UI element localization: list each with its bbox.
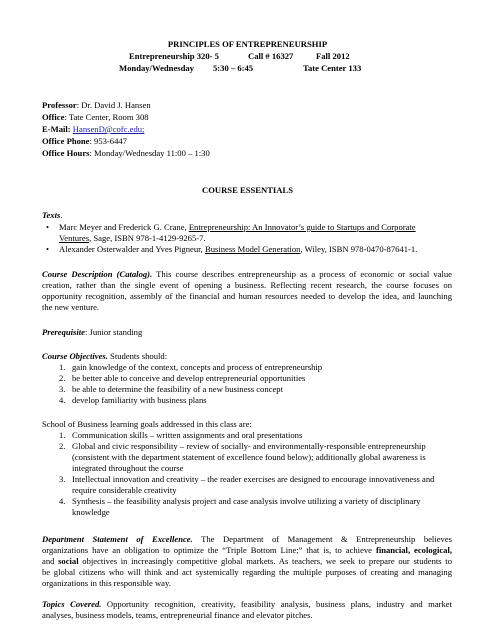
text-item-1-cont xyxy=(59,233,206,244)
department-statement-label: Department Statement of Excellence. xyxy=(42,534,193,544)
office-hours-value: : Monday/Wednesday 11:00 – 1:30 xyxy=(89,148,210,158)
meeting-days: Monday/Wednesday xyxy=(119,63,194,73)
text2-publisher: , Wiley, ISBN 978-0470-87641-1. xyxy=(300,244,418,254)
goal-item-cont: integrated throughout the course xyxy=(72,463,184,473)
meeting-time: 5:30 – 6:45 xyxy=(213,63,254,73)
prerequisite-label: Prerequisite xyxy=(42,327,85,337)
text1-title: Entrepreneurship: An Innovator’s guide to Startups and Corporate xyxy=(188,222,416,232)
bullet-icon: • xyxy=(46,244,50,254)
text2-authors: Alexander Osterwalder and Yves Pigneur, xyxy=(59,244,205,254)
phone-line xyxy=(42,136,127,147)
dept-line: be global citizens who will think and act systemically regarding the multiple purposes of creating and managing xyxy=(42,567,452,577)
dept-line: and xyxy=(42,556,59,566)
goal-item-cont: require considerable creativity xyxy=(72,485,177,495)
desc-line: the new venture. xyxy=(42,302,100,312)
texts-label: Texts xyxy=(42,210,61,220)
dept-emphasis: financial, ecological, xyxy=(375,545,452,555)
objective-item: be able to determine the feasibility of a new business concept xyxy=(72,384,283,394)
prerequisite-line xyxy=(42,327,142,338)
topics-line: analyses, business models, teams, entrepreneurial finance and elevator pitches. xyxy=(42,610,313,620)
goal-item: Synthesis – the feasibility analysis project and case analysis involve utilizing a variety of disciplinary xyxy=(72,496,421,506)
goal-number: 4. xyxy=(59,496,66,506)
goal-item-cont: knowledge xyxy=(72,507,110,517)
professor-label: Professor xyxy=(42,100,77,110)
office-line xyxy=(42,112,149,123)
office-hours-label: Office Hours xyxy=(42,148,90,158)
objectives-label: Course Objectives. xyxy=(42,351,108,361)
call-number: Call # 16327 xyxy=(248,51,294,61)
phone-label: Office Phone xyxy=(42,136,90,146)
term: Fall 2012 xyxy=(316,51,350,61)
office-label: Office xyxy=(42,112,65,122)
essentials-heading: COURSE ESSENTIALS xyxy=(202,185,293,195)
objective-number: 2. xyxy=(59,373,66,383)
desc-line: opportunity recognition, assembly of the financial and human resources needed to develop the idea, and launching xyxy=(42,291,452,301)
texts-heading xyxy=(42,210,62,221)
school-goals-intro: School of Business learning goals addressed in this class are: xyxy=(42,419,252,429)
office-value: : Tate Center, Room 308 xyxy=(64,112,149,122)
email-line: E-Mail: HansenD@cofc.edu; xyxy=(42,124,145,134)
dept-line: objectives in increasingly competitive global markets. As teachers, we seek to prepare our students to xyxy=(78,556,452,566)
goal-item: Intellectual innovation and creativity – the reader exercises are designed to encourage innovativeness and xyxy=(72,474,435,484)
topics-label: Topics Covered. xyxy=(42,599,102,609)
objective-number: 4. xyxy=(59,395,66,405)
desc-line: This course describes entrepreneurship as a process of economic or social value xyxy=(152,269,453,279)
phone-value: : 953-6447 xyxy=(89,136,127,146)
dept-line: organizations in this responsible way. xyxy=(42,578,171,588)
dept-line: The Department of Management & Entrepreneurship believes xyxy=(192,534,452,544)
text-item-1 xyxy=(59,222,416,233)
goal-number: 3. xyxy=(59,474,66,484)
text1-authors: Marc Meyer and Frederick G. Crane, xyxy=(59,222,189,232)
goal-item-cont: (consistent with the department statement of excellence found below); additionally global awareness is xyxy=(72,452,426,462)
desc-line: creation, rather than the single event of opening a business. Reflecting recent research, the course focuses on xyxy=(42,280,452,290)
text1-title-cont: Ventures xyxy=(59,233,90,243)
objectives-intro: Students should: xyxy=(107,351,168,361)
topics-line: Opportunity recognition, creativity, feasibility analysis, business plans, industry and market xyxy=(101,599,452,609)
goal-item: Global and civic responsibility – review of socially- and environmentally-responsible entrepreneurship xyxy=(72,441,426,451)
topics-covered xyxy=(42,599,452,621)
text-item-2 xyxy=(59,244,417,255)
course-description xyxy=(42,269,452,313)
goal-item: Communication skills – written assignments and oral presentations xyxy=(72,430,303,440)
email-link[interactable]: HansenD@cofc.edu; xyxy=(72,124,145,134)
goal-number: 1. xyxy=(59,430,66,440)
objective-item: develop familiarity with business plans xyxy=(72,395,207,405)
professor-line xyxy=(42,100,151,111)
objective-item: gain knowledge of the context, concepts and process of entrepreneurship xyxy=(72,362,323,372)
office-hours-line xyxy=(42,148,210,159)
text2-title: Business Model Generation xyxy=(204,244,301,254)
dept-line: organizations have an obligation to optimize the “Triple Bottom Line;” that is, to achieve xyxy=(42,545,376,555)
objective-number: 1. xyxy=(59,362,66,372)
texts-punct: . xyxy=(60,210,63,220)
objective-item: be better able to conceive and develop entrepreneurial opportunities xyxy=(72,373,306,383)
course-title: PRINCIPLES OF ENTREPRENEURSHIP xyxy=(167,39,328,49)
goal-number: 2. xyxy=(59,441,66,451)
course-description-label: Course Description (Catalog). xyxy=(42,269,153,279)
meeting-location: Tate Center 133 xyxy=(303,63,362,73)
email-label: E-Mail xyxy=(42,124,68,134)
department-statement xyxy=(42,534,452,589)
text1-publisher: , Sage, ISBN 978-1-4129-9265-7. xyxy=(89,233,206,243)
objective-number: 3. xyxy=(59,384,66,394)
course-number: Entrepreneurship 320- 5 xyxy=(129,51,219,61)
bullet-icon: • xyxy=(46,222,50,232)
professor-name: : Dr. David J. Hansen xyxy=(76,100,151,110)
dept-emphasis: social xyxy=(58,556,79,566)
objectives-heading xyxy=(42,351,167,362)
prerequisite-value: : Junior standing xyxy=(84,327,143,337)
